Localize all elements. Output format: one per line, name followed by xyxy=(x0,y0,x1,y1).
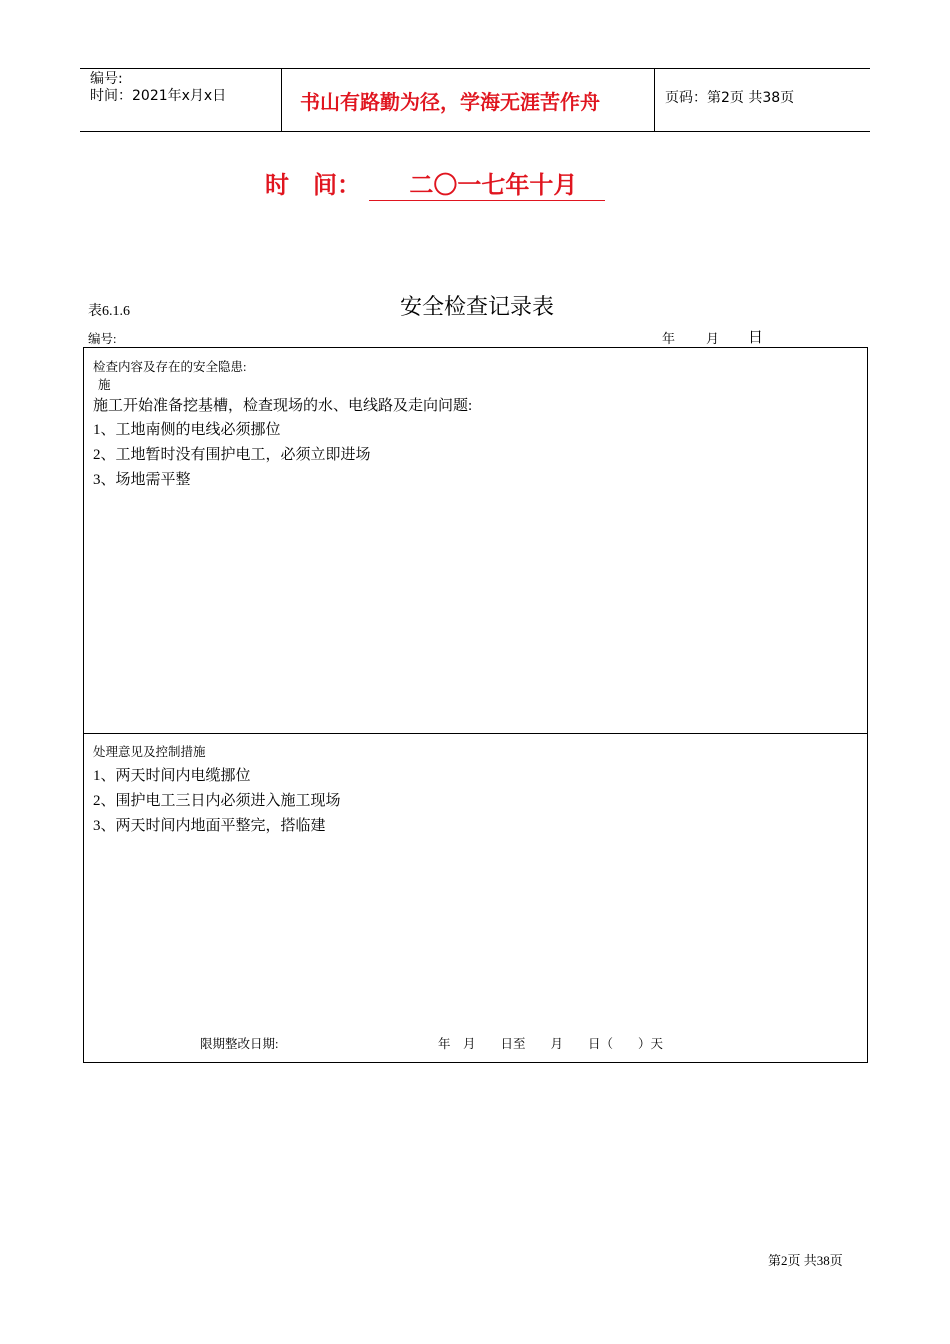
document-header xyxy=(80,68,870,132)
date-year: 年 xyxy=(662,331,676,346)
handling-item: 3、两天时间内地面平整完，搭临建 xyxy=(93,818,326,834)
time-line xyxy=(265,165,605,201)
form-number-label: 编号: xyxy=(88,332,117,346)
inspection-intro: 施工开始准备挖基槽，检查现场的水、电线路及走向问题: xyxy=(93,398,473,414)
inspection-heading: 检查内容及存在的安全隐患: xyxy=(93,360,247,374)
header-number-label: 编号: xyxy=(90,71,123,87)
header-motto: 书山有路勤为径，学海无涯苦作舟 xyxy=(300,90,600,114)
handling-item: 1、两天时间内电缆挪位 xyxy=(93,768,251,784)
handling-heading: 处理意见及控制措施 xyxy=(93,745,206,759)
header-time-label: 时间：2021年x月x日 xyxy=(90,88,227,104)
time-label: 时 间： xyxy=(265,170,361,199)
date-day: 日 xyxy=(748,330,764,346)
header-meta xyxy=(80,69,282,131)
inspection-item: 2、工地暂时没有围护电工，必须立即进场 xyxy=(93,447,371,463)
inspection-stray-char: 施 xyxy=(98,378,111,392)
inspection-item: 3、场地需平整 xyxy=(93,472,191,488)
table-number: 表6.1.6 xyxy=(88,304,130,319)
form-title: 安全检查记录表 xyxy=(400,295,555,320)
deadline-text: 年 月 日至 月 日（ ）天 xyxy=(438,1037,664,1051)
header-page-cell xyxy=(655,69,870,131)
footer-page: 第2页 共38页 xyxy=(768,1253,843,1268)
time-value: 二〇一七年十月 xyxy=(369,165,605,201)
inspection-item: 1、工地南侧的电线必须挪位 xyxy=(93,422,281,438)
handling-item: 2、围护电工三日内必须进入施工现场 xyxy=(93,793,341,809)
date-month: 月 xyxy=(706,331,720,346)
header-page-info: 页码：第2页 共38页 xyxy=(665,90,795,106)
deadline-label: 限期整改日期: xyxy=(200,1037,279,1051)
header-motto-cell xyxy=(282,69,655,131)
